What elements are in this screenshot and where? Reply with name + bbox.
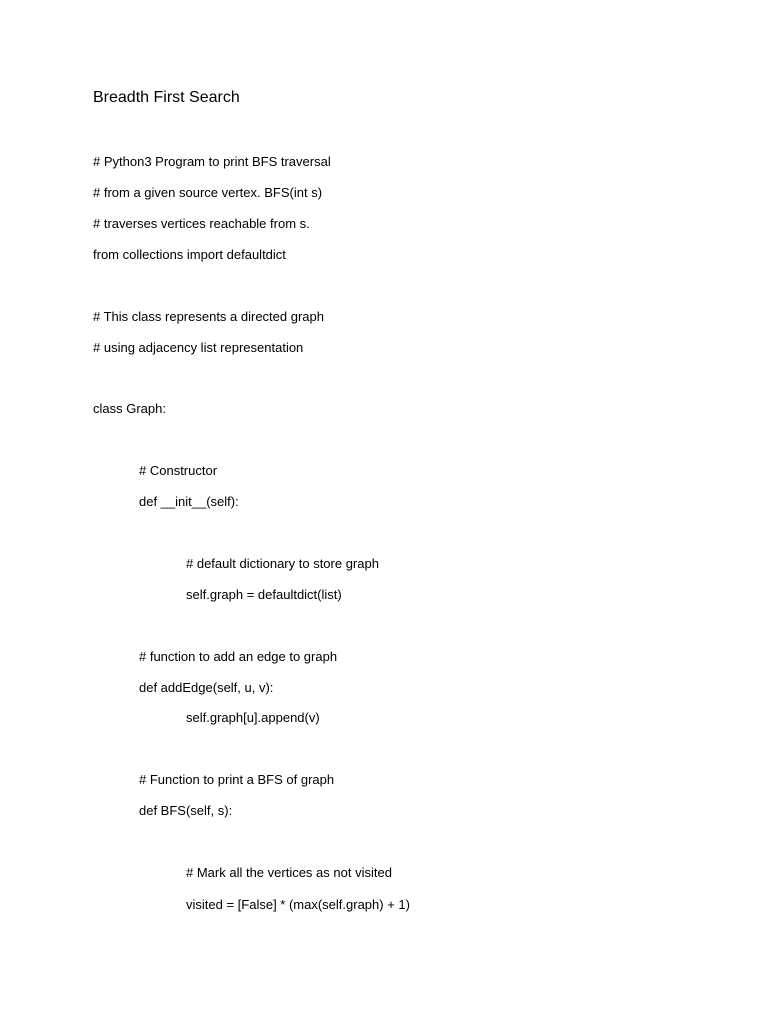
code-line-4: from collections import defaultdict [93, 247, 286, 262]
code-line-6: # using adjacency list representation [93, 340, 304, 355]
code-line-10: # default dictionary to store graph [186, 556, 379, 571]
code-line-8: # Constructor [139, 463, 218, 478]
code-line-1: # Python3 Program to print BFS traversal [93, 154, 331, 169]
code-line-17: # Mark all the vertices as not visited [186, 865, 392, 880]
document-title: Breadth First Search [93, 89, 240, 106]
code-line-2: # from a given source vertex. BFS(int s) [93, 185, 323, 200]
code-line-3: # traverses vertices reachable from s. [93, 216, 310, 231]
code-line-9: def __init__(self): [139, 494, 239, 509]
code-line-13: def addEdge(self, u, v): [139, 680, 274, 695]
code-line-5: # This class represents a directed graph [93, 309, 324, 324]
code-line-16: def BFS(self, s): [139, 803, 233, 818]
code-line-18: visited = [False] * (max(self.graph) + 1) [186, 897, 410, 912]
code-line-15: # Function to print a BFS of graph [139, 772, 335, 787]
code-line-12: # function to add an edge to graph [139, 649, 338, 664]
code-line-14: self.graph[u].append(v) [186, 710, 320, 725]
code-line-7: class Graph: [93, 401, 166, 416]
code-line-11: self.graph = defaultdict(list) [186, 587, 342, 602]
